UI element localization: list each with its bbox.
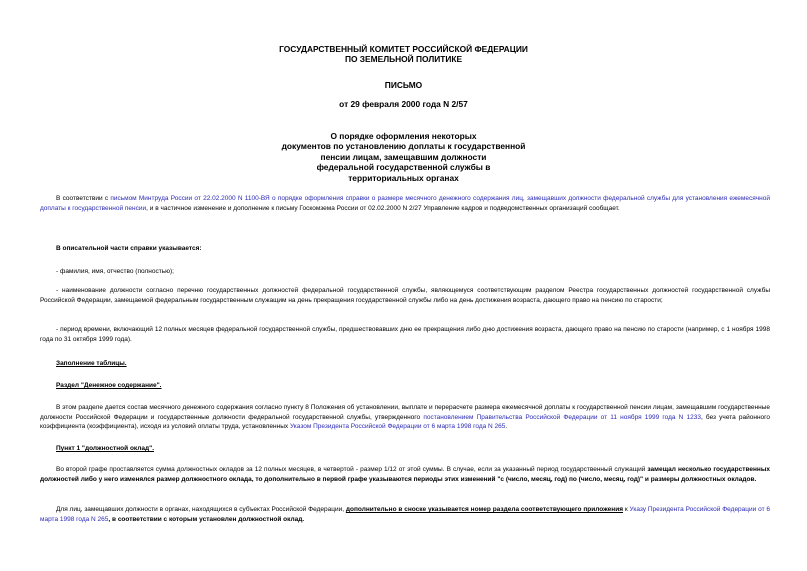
description-heading: В описательной части справки указывается: [56, 245, 202, 252]
heading-table-filling: Заполнение таблицы. [56, 360, 127, 367]
list-item-position: - наименование должности согласно перечню государственных должностей федеральной государственной службы, являющемуся соответствующим разделом Реестра государственных должностей государственной службы Российской Федерации, замещаемой федеральным государственным служащим на день прекращения государственной службы либо на день достижения возраста, дающего право на пенсию по старости; [40, 287, 770, 304]
heading-section-salary: Раздел "Денежное содержание". [56, 382, 162, 389]
list-item-fio: - фамилия, имя, отчество (полностью); [56, 268, 174, 275]
subject-line: федеральной государственной службы в [316, 162, 491, 173]
doc-type: ПИСЬМО [384, 80, 423, 90]
link-government-resolution[interactable]: постановлением Правительства Российской Федерации от 11 ноября 1999 года N 1233 [423, 413, 701, 421]
paragraph-point1 [40, 465, 770, 484]
link-presidential-decree-2[interactable]: Указу Президента Российской Федерации от 6 марта 1998 года N 265 [40, 506, 770, 523]
text: В этом разделе дается состав месячного денежного содержания согласно пункту 8 Положения об установлении, выплате и перерасчете размера ежемесячной доплаты к государственной пенсии лицам, замещавшим государственные должности Российской Федерации и государственные должности федеральной государственной службы, утвержденного [40, 404, 770, 421]
subject-line: О порядке оформления некоторых [330, 131, 477, 141]
paragraph-regional [40, 505, 770, 524]
text: Для лиц, замещавших должности в органах, находящихся в субъектах Российской Федерации, [56, 506, 346, 513]
paragraph-section-salary [40, 403, 770, 432]
bold-text: замещал несколько государственных должностей либо у него изменялся размер должностного оклада, то дополнительно в первой графе указываются периоды этих изменений "с (число, месяц, год) по (число, месяц, год)" и размеры должностных окладов. [40, 466, 770, 483]
subject-line: пенсии лицам, замещавшим должности [320, 151, 487, 162]
text: к [623, 506, 630, 513]
doc-date-number: от 29 февраля 2000 года N 2/57 [339, 99, 468, 109]
subject-line: документов по установлению доплаты к государственной [281, 141, 526, 152]
org-name-line2: ПО ЗЕМЕЛЬНОЙ ПОЛИТИКЕ [344, 54, 463, 65]
text: Во второй графе проставляется сумма должностных окладов за 12 полных месяцев, в четвертой - размер 1/12 от этой суммы. В случае, если за указанный период государственный служащий [56, 466, 648, 473]
text: , без учета районного коэффициента (коэффициента), исходя из условий оплаты труда, установленных [40, 413, 771, 431]
text: В соответствии с [56, 195, 111, 202]
document-header [150, 44, 657, 65]
text: , и в частичное изменение и дополнение к письму Госкомзема России от 02.02.2000 N 2/27 Управление кадров и подведомственных организаций сообщает. [146, 204, 620, 212]
heading-point1-salary: Пункт 1 "должностной оклад". [56, 445, 154, 452]
list-item-period: - период времени, включающий 12 полных месяцев федеральной государственной службы, предшествовавших дню ее прекращения либо дню достижения возраста, дающего право на пенсию по старости (например, с 1 ноября 1998 года по 31 октября 1999 года). [40, 326, 770, 343]
paragraph-intro [40, 194, 770, 213]
document-subject [150, 131, 657, 183]
bold-text: , в соответствии с которым установлен должностной оклад. [108, 515, 305, 523]
bold-underlined-text: дополнительно в сноске указывается номер раздела соответствующего приложения [345, 506, 624, 513]
subject-line: территориальных органах [348, 172, 459, 183]
link-presidential-decree[interactable]: Указом Президента Российской Федерации от 6 марта 1998 года N 265 [289, 423, 506, 431]
text: . [505, 423, 508, 431]
link-mintrud-letter[interactable]: письмом Минтруда России от 22.02.2000 N 1100-ВЯ о порядке оформления справки о размере месячного денежного содержания лиц, замещавших должности федеральной службы для установления ежемесячной доплаты к государственной пенсии [40, 195, 771, 212]
org-name-line1: ГОСУДАРСТВЕННЫЙ КОМИТЕТ РОССИЙСКОЙ ФЕДЕРАЦИИ [279, 44, 528, 54]
